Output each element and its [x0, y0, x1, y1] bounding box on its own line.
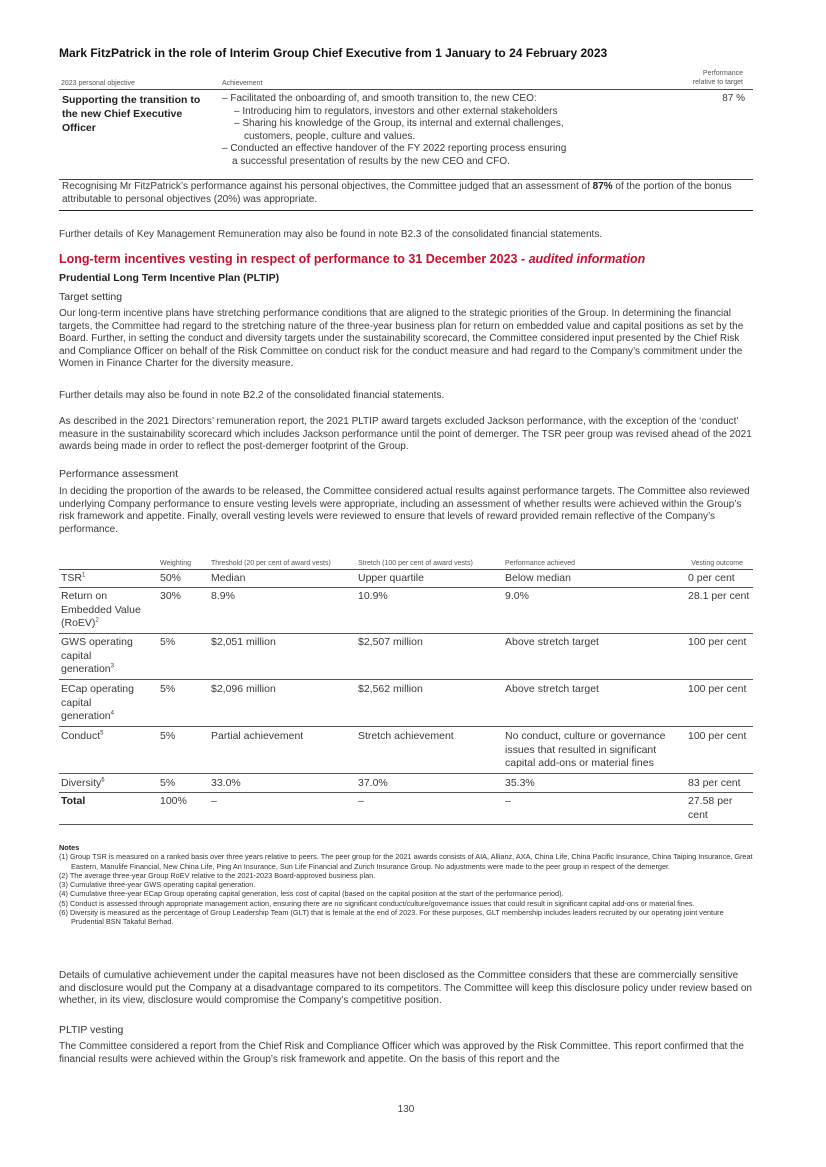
achievement-list	[222, 93, 622, 168]
perf-table-header	[59, 556, 753, 570]
stretch-cell: –	[358, 795, 364, 807]
jackson-paragraph: As described in the 2021 Directors’ remuneration report, the 2021 PLTIP award targets excluded Jackson performance, with the exception of the ‘conduct’ measure in the sustainability scorecard which includes Jackson performance until the point of demerger. The TSR peer group was revised ahead of the 2021 awards being made in order to reflect the post-demerger footprint of the Group.	[59, 416, 752, 453]
threshold-cell: Partial achievement	[211, 730, 304, 742]
threshold-cell: Median	[211, 572, 246, 584]
table-row	[59, 570, 753, 588]
achievement-item: – Introducing him to regulators, investors and other external stakeholders	[234, 105, 558, 117]
weighting-cell: 100%	[160, 795, 187, 807]
col-objective: 2023 personal objective	[61, 80, 135, 87]
note-item: (5) Conduct is assessed through appropriate management action, ensuring there are no significant conduct/culture/governance issues that could result in significant capital add-ons or material fines.	[59, 898, 695, 908]
pltip-vesting-heading: PLTIP vesting	[59, 1024, 124, 1036]
note-item: (2) The average three-year Group RoEV relative to the 2021-2023 Board-approved business plan.	[59, 870, 376, 880]
threshold-cell: $2,051 million	[211, 636, 276, 648]
table-row	[59, 588, 753, 634]
weighting-cell: 5%	[160, 777, 176, 789]
outcome-cell: 0 per cent	[688, 572, 735, 584]
col-achieved: Performance achieved	[505, 560, 576, 567]
col-threshold: Threshold (20 per cent of award vests)	[211, 560, 331, 567]
achieved-cell: Above stretch target	[505, 683, 599, 695]
col-stretch: Stretch (100 per cent of award vests)	[358, 560, 473, 567]
col-achievement: Achievement	[222, 80, 263, 87]
table-row	[59, 775, 753, 793]
performance-value: 87 %	[722, 93, 745, 104]
notes-title: Notes	[59, 843, 80, 852]
table-row	[59, 634, 753, 680]
col-weighting: Weighting	[160, 560, 192, 567]
achieved-cell: –	[505, 795, 511, 807]
table-row	[59, 681, 753, 727]
achievement-item: – Sharing his knowledge of the Group, its internal and external challenges,	[234, 118, 564, 129]
outcome-cell: 100 per cent	[688, 730, 747, 742]
measure-cell: Return on Embedded Value (RoEV)$^2$	[61, 590, 141, 629]
achieved-cell: 35.3%	[505, 777, 535, 789]
note-item: (4) Cumulative three-year ECap Group operating capital generation, less cost of capital (based on the capital position at the start of the performance period).	[59, 889, 564, 899]
note-item: (3) Cumulative three-year GWS operating capital generation.	[59, 880, 256, 890]
performance-assessment-heading: Performance assessment	[59, 468, 179, 480]
target-setting-heading: Target setting	[59, 291, 123, 303]
measure-cell: Total	[61, 795, 86, 807]
achieved-cell: 9.0%	[505, 590, 529, 602]
weighting-cell: 5%	[160, 636, 176, 648]
stretch-cell: Stretch achievement	[358, 730, 454, 742]
stretch-cell: Upper quartile	[358, 572, 424, 584]
threshold-cell: 8.9%	[211, 590, 235, 602]
outcome-cell: 27.58 per cent	[688, 795, 733, 821]
stretch-cell: $2,562 million	[358, 683, 423, 695]
objectives-table-header	[59, 66, 753, 90]
measure-cell: TSR$^1$	[61, 572, 86, 584]
b22-paragraph: Further details may also be found in note B2.2 of the consolidated financial statements.	[59, 390, 445, 401]
notes	[59, 843, 753, 927]
outcome-cell: 100 per cent	[688, 683, 747, 695]
performance-assessment-paragraph: In deciding the proportion of the awards to be released, the Committee considered actual results against performance targets. The Committee also reviewed underlying Company performance to ensure vesting levels were appropriate, including an assessment of whether results were achieved within the Group’s risk framework and appetite. Finally, overall vesting levels were reviewed to ensure that levels of reward provided remain reflective of the Company’s performance.	[59, 486, 750, 535]
threshold-cell: $2,096 million	[211, 683, 276, 695]
achievement-item: – Facilitated the onboarding of, and smooth transition to, the new CEO:	[222, 93, 537, 104]
target-setting-paragraph: Our long-term incentive plans have stretching performance conditions that are aligned to the strategic priorities of the Group. In determining the financial targets, the Committee had regard to the stretching nature of the three-year business plan for return on embedded value and capital positions as set by the Board. Further, in setting the conduct and diversity targets under the sustainability scorecard, the Committee considered input presented by the Chief Risk and Compliance Officer on behalf of the Risk Committee on conduct risk for the conduct measure and had regard to the Company’s commitment under the Women in Finance Charter for the diversity measure.	[59, 308, 744, 370]
achievement-item: – Conducted an effective handover of the FY 2022 reporting process ensuring	[222, 143, 567, 154]
col-performance: Performance relative to target	[692, 70, 743, 86]
achieved-cell: No conduct, culture or governance issues that resulted in significant capital add-ons or material fines	[505, 730, 666, 769]
divider	[59, 210, 753, 211]
kmr-paragraph: Further details of Key Management Remuneration may also be found in note B2.3 of the consolidated financial statements.	[59, 229, 603, 240]
page-number: 130	[397, 1104, 415, 1115]
table-row-total	[59, 793, 753, 825]
weighting-cell: 30%	[160, 590, 182, 602]
outcome-cell: 28.1 per cent	[688, 590, 750, 602]
stretch-cell: 10.9%	[358, 590, 388, 602]
weighting-cell: 5%	[160, 683, 176, 695]
cumulative-paragraph: Details of cumulative achievement under the capital measures have not been disclosed as the Committee considers that these are commercially sensitive and disclosure would put the Company at a disadvantage compared to its competitors. The Committee will keep this disclosure policy under review based on whether, in its view, disclosure would compromise the Company’s competitive position.	[59, 970, 752, 1007]
objectives-summary: Recognising Mr FitzPatrick’s performance against his personal objectives, the Committee judged that an assessment of 87% of the portion of the bonus attributable to personal objectives (20%) was appropriate.	[62, 181, 732, 205]
section-title: Mark FitzPatrick in the role of Interim Group Chief Executive from 1 January to 24 February 2023	[59, 46, 608, 60]
achieved-cell: Below median	[505, 572, 571, 584]
measure-cell: Diversity$^6$	[61, 777, 105, 789]
outcome-cell: 83 per cent	[688, 777, 741, 789]
stretch-cell: 37.0%	[358, 777, 388, 789]
stretch-cell: $2,507 million	[358, 636, 423, 648]
objective-title: Supporting the transition to the new Chief Executive Officer	[62, 94, 201, 134]
outcome-cell: 100 per cent	[688, 636, 747, 648]
achievement-item: customers, people, culture and values.	[244, 130, 416, 142]
weighting-cell: 50%	[160, 572, 182, 584]
ltip-heading: Long-term incentives vesting in respect of performance to 31 December 2023 - audited information	[59, 252, 646, 266]
pltip-vesting-paragraph: The Committee considered a report from the Chief Risk and Compliance Officer which was approved by the Risk Committee. This report confirmed that the financial results were achieved within the Group’s risk framework and appetite. On the basis of this report and the	[59, 1041, 744, 1065]
note-item: (1) Group TSR is measured on a ranked basis over three years relative to peers. The peer group for the 2021 awards consists of AIA, Allianz, AXA, China Life, China Pacific Insurance, China Taiping Insurance, Great Eastern, Manulife Financial, New China Life, Ping An Insurance, Sun Life Financial and Zurich Insurance Group. No adjustments were made to the peer group in respect of the demerger.	[59, 852, 753, 871]
pltip-subtitle: Prudential Long Term Incentive Plan (PLTIP)	[59, 272, 280, 284]
note-item: (6) Diversity is measured as the percentage of Group Leadership Team (GLT) that is female at the end of 2023. For these purposes, GLT membership includes leaders recruited by our operating joint venture Prudential BSN Takaful Berhad.	[59, 908, 724, 927]
measure-cell: GWS operating capital generation$^3$	[61, 636, 133, 675]
achieved-cell: Above stretch target	[505, 636, 599, 648]
measure-cell: ECap operating capital generation$^4$	[61, 683, 134, 722]
achievement-item: a successful presentation of results by the new CEO and CFO.	[232, 155, 510, 167]
col-vesting: Vesting outcome	[691, 560, 743, 567]
threshold-cell: –	[211, 795, 217, 807]
measure-cell: Conduct$^5$	[61, 730, 104, 742]
weighting-cell: 5%	[160, 730, 176, 742]
table-row	[59, 728, 753, 774]
threshold-cell: 33.0%	[211, 777, 241, 789]
